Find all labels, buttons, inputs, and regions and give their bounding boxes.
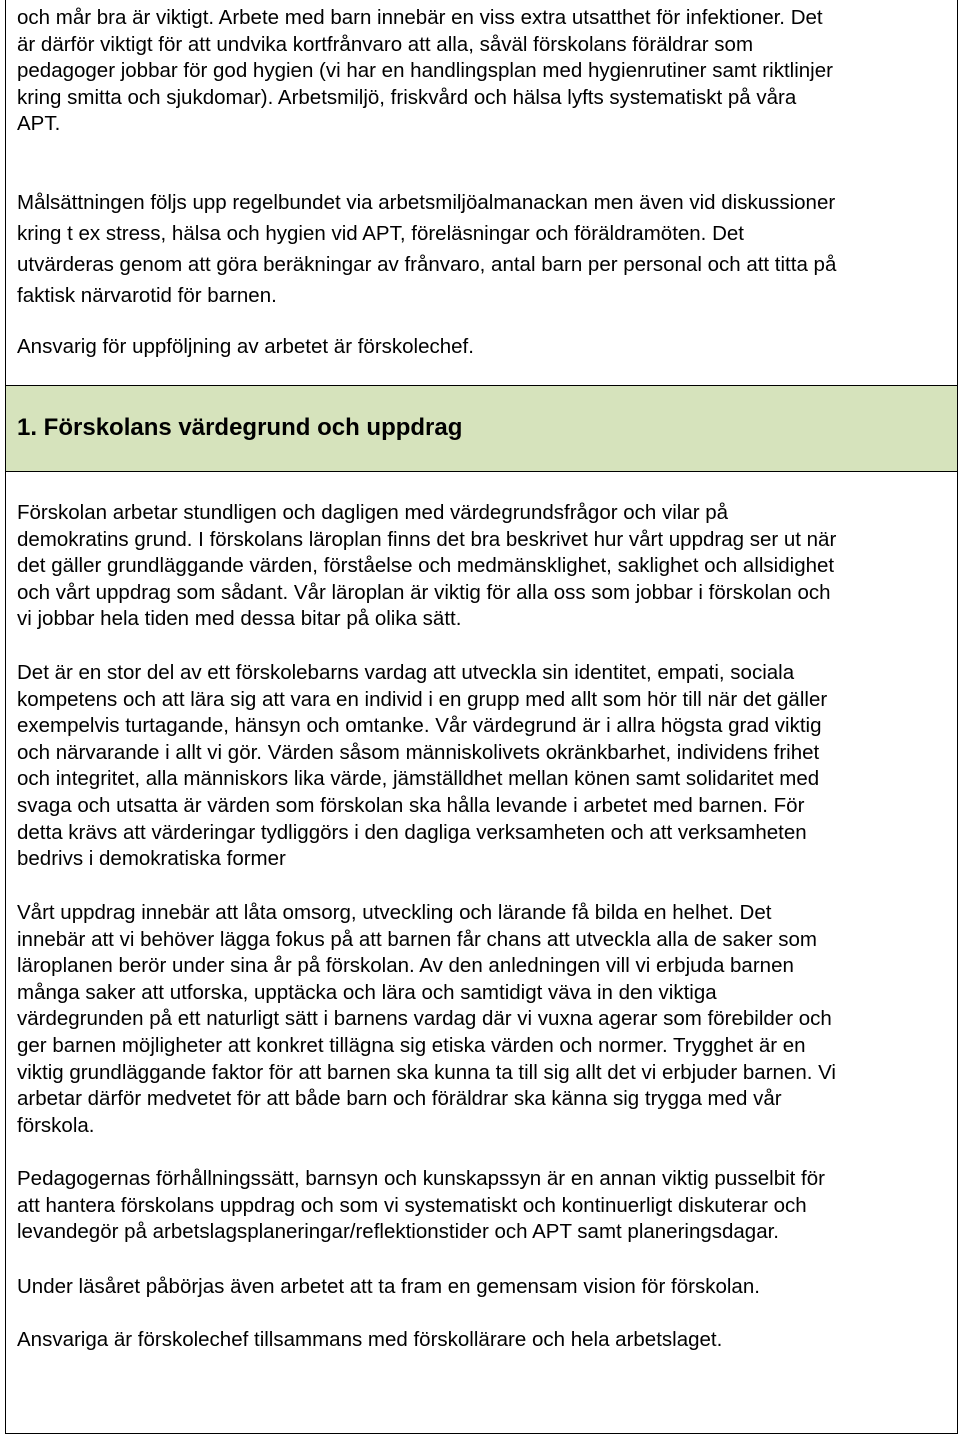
follow-up-paragraph: Målsättningen följs upp regelbundet via arbetsmiljöalmanackan men även vid diskussioner kring t ex stress, hälsa och hygien vid APT, föreläsningar och föräldramöten. Det utvärderas genom att göra beräkningar av frånvaro, antal barn per personal och att titta på faktisk närvarotid för barnen. bbox=[17, 191, 837, 307]
values-section bbox=[6, 472, 957, 1433]
section-heading: 1. Förskolans värdegrund och uppdrag bbox=[17, 414, 463, 441]
values-paragraph: Förskolan arbetar stundligen och dagligen med värdegrundsfrågor och vilar på demokratins grund. I förskolans läroplan finns det bra beskrivet hur vårt uppdrag ser ut när det gäller grundläggande värden, förståelse och medmänsklighet, saklighet och allsidighet och vårt uppdrag som sådant. Vår läroplan är viktig för alla oss som jobbar i förskolan och vi jobbar hela tiden med dessa bitar på olika sätt. bbox=[17, 501, 837, 631]
responsibility-paragraph: Ansvarig för uppföljning av arbetet är förskolechef. bbox=[17, 335, 474, 358]
mission-paragraph: Vårt uppdrag innebär att låta omsorg, utveckling och lärande få bilda en helhet. Det innebär att vi behöver lägga fokus på att barnen får chans att utveckla alla de saker som läroplanen berör under sina år på förskolan. Av den anledningen vill vi erbjuda barnen många saker att utforska, upptäcka och lära och samtidigt väva in den viktiga värdegrunden på ett naturligt sätt i barnens vardag där vi vuxna agerar som förebilder och ger barnen möjligheter att konkret tillägna sig etiska värden och normer. Trygghet är en viktig grundläggande faktor för att barnen ska kunna ta till sig allt det vi erbjuder barnen. Vi arbetar därför medvetet för att både barn och föräldrar ska känna sig trygga med vår förskola. bbox=[17, 901, 836, 1137]
section-heading-row bbox=[6, 386, 957, 472]
hygiene-paragraph: och mår bra är viktigt. Arbete med barn innebär en viss extra utsatthet för infektioner. Det är därför viktigt för att undvika kortfrånvaro att alla, såväl förskolans föräldrar som pedagoger jobbar för god hygien (vi har en handlingsplan med hygienrutiner samt riktlinjer kring smitta och sjukdomar). Arbetsmiljö, friskvård och hälsa lyfts systematiskt på våra APT. bbox=[17, 6, 833, 136]
work-environment-section bbox=[6, 0, 957, 386]
identity-paragraph: Det är en stor del av ett förskolebarns vardag att utveckla sin identitet, empati, sociala kompetens och att lära sig att vara en individ i en grupp med allt som hör till när det gäller exempelvis turtagande, hänsyn och omtanke. Vår värdegrund är i allra högsta grad viktig och närvarande i allt vi gör. Värden såsom människolivets okränkbarhet, individens frihet och integritet, alla människors lika värde, jämställdhet mellan könen samt solidaritet med svaga och utsatta är värden som förskolan ska hålla levande i arbetet med barnen. För detta krävs att värderingar tydliggörs i den dagliga verksamheten och att verksamheten bedrivs i demokratiska former bbox=[17, 661, 828, 871]
accountability-paragraph: Ansvariga är förskolechef tillsammans med förskollärare och hela arbetslaget. bbox=[17, 1328, 723, 1351]
pedagogy-paragraph: Pedagogernas förhållningssätt, barnsyn och kunskapssyn är en annan viktig pusselbit för att hantera förskolans uppdrag och som vi systematiskt och kontinuerligt diskuterar och levandegör på arbetslagsplaneringar/reflektionstider och APT samt planeringsdagar. bbox=[17, 1167, 825, 1244]
vision-paragraph: Under läsåret påbörjas även arbetet att ta fram en gemensam vision för förskolan. bbox=[17, 1275, 760, 1298]
document-table bbox=[5, 0, 958, 1434]
